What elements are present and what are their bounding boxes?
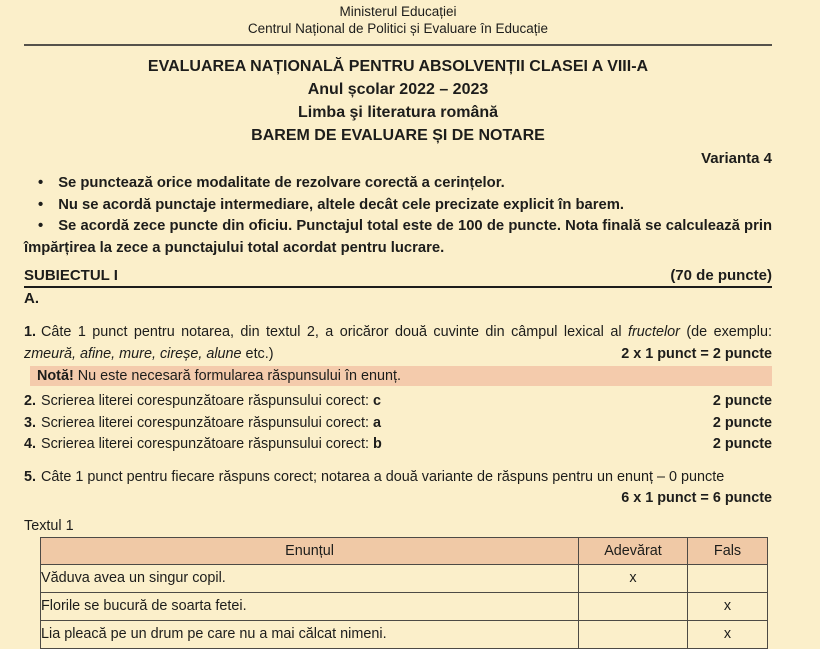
item-points: 2 puncte <box>712 393 772 409</box>
title-block <box>24 55 772 170</box>
fals-cell: x <box>688 592 768 620</box>
nota-highlight <box>30 366 772 386</box>
item-4 <box>24 434 772 456</box>
header-divider <box>24 44 772 46</box>
statement-cell: Florile se bucură de soarta fetei. <box>41 592 579 620</box>
item-text: Scrierea literei corespunzătoare răspunsului corect: <box>41 414 373 431</box>
item-text-italic: fructelor <box>627 324 680 340</box>
item-3 <box>24 413 772 435</box>
item-text: Câte 1 punct pentru notarea, din textul 2, a oricăror două cuvinte din câmpul lexical al <box>41 324 628 340</box>
table-row <box>41 620 768 648</box>
nota-text: Nu este necesară formularea răspunsului în enunț. <box>73 368 401 384</box>
fals-cell: x <box>688 620 768 648</box>
rule-item <box>24 195 772 217</box>
subject-name: Limba şi literatura română <box>297 104 499 121</box>
item-number: 1. <box>24 324 37 340</box>
item-number: 3. <box>24 414 37 431</box>
item-5 <box>24 467 772 510</box>
textul1-label: Textul 1 <box>24 517 74 534</box>
item-text: Câte 1 punct pentru fiecare răspuns corect; notarea a două variante de răspuns pentru un enunț – 0 puncte <box>41 468 725 485</box>
bullet-icon: • <box>38 218 44 234</box>
part-label: A. <box>24 290 39 307</box>
table-row <box>41 564 768 592</box>
table-header-row <box>41 537 768 564</box>
subject-header <box>24 266 772 288</box>
item-answer: a <box>372 414 381 431</box>
item-answer: c <box>372 393 381 409</box>
item-text-wrap <box>24 413 381 435</box>
rule-text: Nu se acordă punctaje intermediare, altele decât cele precizate explicit în barem. <box>58 196 624 213</box>
variant-label: Varianta 4 <box>701 150 772 167</box>
school-year: Anul școlar 2022 – 2023 <box>307 81 489 98</box>
rule-text: Se punctează orice modalitate de rezolvare corectă a cerințelor. <box>58 175 505 191</box>
nota-label: Notă! <box>37 368 74 384</box>
rule-item <box>24 173 772 195</box>
item-points: 6 x 1 punct = 6 puncte <box>621 490 772 506</box>
item-text: Scrierea literei corespunzătoare răspunsului corect: <box>41 436 373 452</box>
rule-item <box>24 216 772 259</box>
fals-cell <box>688 564 768 592</box>
item-points: 2 x 1 punct = 2 puncte <box>621 345 772 362</box>
adevarat-cell <box>579 620 688 648</box>
rules-block <box>24 173 772 259</box>
item-text-italic: zmeură, afine, mure, cireșe, alune <box>24 345 242 362</box>
item-text: Scrierea literei corespunzătoare răspunsului corect: <box>41 393 373 409</box>
item-text-wrap <box>24 391 381 413</box>
adevarat-cell <box>579 592 688 620</box>
table-header-enunt: Enunțul <box>41 537 579 564</box>
table-header-fals: Fals <box>688 537 768 564</box>
statement-cell: Văduva avea un singur copil. <box>41 564 579 592</box>
barem-title: BAREM DE EVALUARE ȘI DE NOTARE <box>251 127 545 144</box>
item-text: (de exemplu: <box>679 324 772 340</box>
item-points: 2 puncte <box>712 414 772 431</box>
bullet-icon: • <box>38 175 44 191</box>
textul1-table <box>40 537 768 649</box>
item-points: 2 puncte <box>712 436 772 452</box>
table-header-adevarat: Adevărat <box>579 537 688 564</box>
ministry-line: Ministerul Educației <box>339 4 457 19</box>
item-text: etc.) <box>241 345 274 362</box>
item-number: 4. <box>24 436 37 452</box>
item-1 <box>24 322 772 365</box>
subject-points: (70 de puncte) <box>670 267 772 284</box>
rule-text: Se acordă zece puncte din oficiu. Punctajul total este de 100 de puncte. Nota finală se calculează prin împărțirea la zece a punctajului total acordat pentru lucrare. <box>24 218 772 256</box>
national-center-line: Centrul Național de Politici și Evaluare în Educație <box>247 21 549 36</box>
table-row <box>41 592 768 620</box>
item-2 <box>24 391 772 413</box>
item-text-wrap <box>24 434 382 456</box>
item-text-wrap <box>24 467 772 489</box>
item-number: 2. <box>24 393 37 409</box>
statement-cell: Lia pleacă pe un drum pe care nu a mai călcat nimeni. <box>41 620 579 648</box>
item-number: 5. <box>24 468 37 485</box>
item-answer: b <box>372 436 382 452</box>
adevarat-cell: x <box>579 564 688 592</box>
subject-title: SUBIECTUL I <box>24 267 118 284</box>
exam-title: EVALUAREA NAȚIONALĂ PENTRU ABSOLVENȚII CLASEI A VIII-A <box>147 58 649 75</box>
bullet-icon: • <box>38 196 44 213</box>
